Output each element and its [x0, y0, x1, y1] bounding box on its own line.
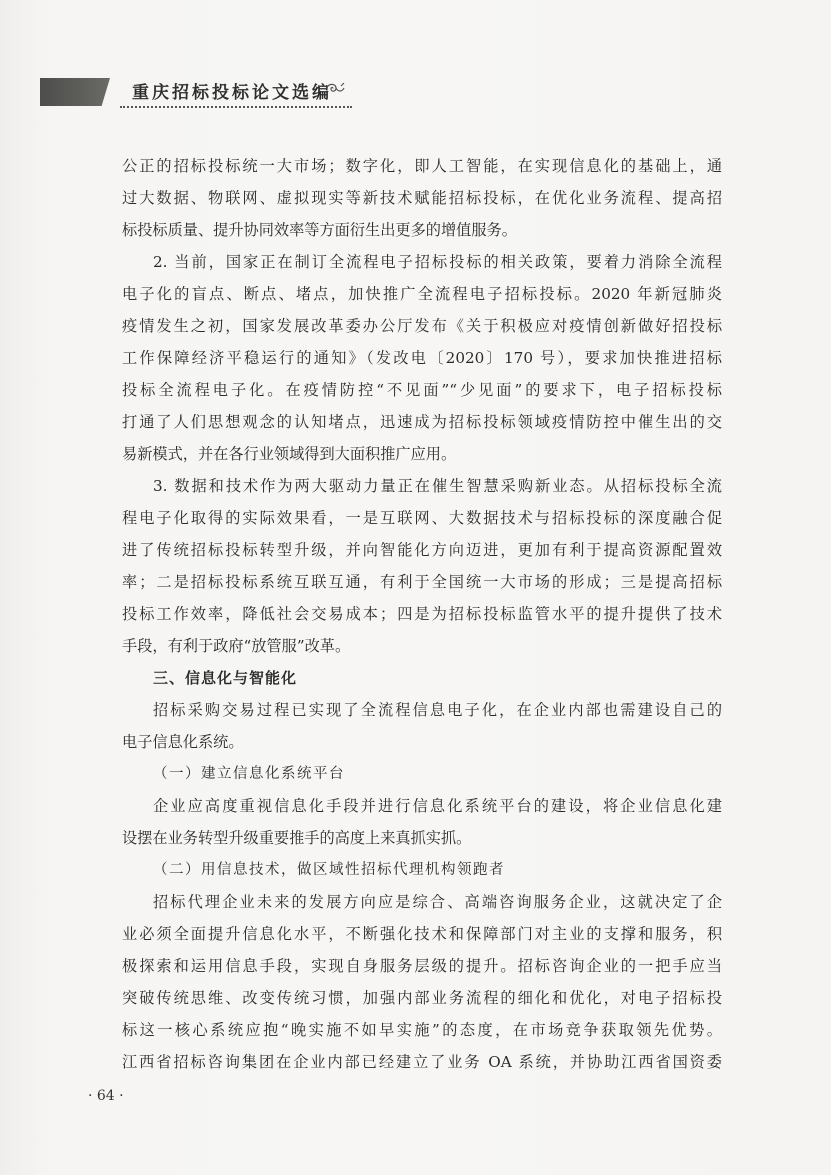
body-text: [122, 150, 722, 1078]
header-dotted-rule: [120, 106, 352, 108]
subsection-heading: [122, 758, 722, 790]
text-line: （二）用信息技术，做区域性招标代理机构领跑者: [153, 862, 505, 878]
text-line: 业必须全面提升信息化水平，不断强化技术和保障部门对主业的支撑和服务，积: [122, 925, 722, 943]
text-line: 疫情发生之初，国家发展改革委办公厅发布《关于积极应对疫情创新做好招投标: [122, 317, 722, 335]
paragraph: [122, 470, 722, 662]
text-line: 投标工作效率，降低社会交易成本；四是为招标投标监管水平的提升提供了技术: [122, 605, 722, 623]
text-line: 2. 当前，国家正在制订全流程电子招标投标的相关政策，要着力消除全流程: [153, 253, 722, 271]
page-number: · 64 ·: [88, 1088, 124, 1104]
text-line: 三、信息化与智能化: [153, 669, 298, 687]
paragraph: [122, 790, 722, 854]
text-line: 手段，有利于政府“放管服”改革。: [122, 637, 351, 655]
text-line: 江西省招标咨询集团在企业内部已经建立了业务 OA 系统，并协助江西省国资委: [122, 1053, 722, 1071]
text-line: 招标采购交易过程已实现了全流程信息电子化，在企业内部也需建设自己的: [153, 701, 722, 719]
text-line: 工作保障经济平稳运行的通知》（发改电〔2020〕170 号），要求加快推进招标: [122, 349, 722, 367]
text-line: 电子化的盲点、断点、堵点，加快推广全流程电子招标投标。2020 年新冠肺炎: [122, 285, 722, 303]
text-line: 易新模式，并在各行业领域得到大面积推广应用。: [122, 445, 457, 463]
header-title: 重庆招标投标论文选编: [132, 83, 332, 103]
text-line: 标这一核心系统应抱“晚实施不如早实施”的态度，在市场竞争获取领先优势。: [122, 1021, 722, 1039]
text-line: 3. 数据和技术作为两大驱动力量正在催生智慧采购新业态。从招标投标全流: [153, 477, 722, 495]
text-line: 程电子化取得的实际效果看，一是互联网、大数据技术与招标投标的深度融合促: [122, 509, 722, 527]
text-line: 率；二是招标投标系统互联互通，有利于全国统一大市场的形成；三是提高招标: [122, 573, 722, 591]
paragraph: [122, 886, 722, 1078]
text-line: 公正的招标投标统一大市场；数字化，即人工智能，在实现信息化的基础上，通: [122, 157, 722, 175]
text-line: 电子信息化系统。: [122, 733, 244, 751]
text-line: 投标全流程电子化。在疫情防控“不见面”“少见面”的要求下，电子招标投标: [122, 381, 722, 399]
text-line: 招标代理企业未来的发展方向应是综合、高端咨询服务企业，这就决定了企: [153, 893, 722, 911]
paragraph: [122, 694, 722, 758]
text-line: 过大数据、物联网、虚拟现实等新技术赋能招标投标，在优化业务流程、提高招: [122, 189, 722, 207]
text-line: 打通了人们思想观念的认知堵点，迅速成为招标投标领域疫情防控中催生出的交: [122, 413, 722, 431]
text-line: 极探索和运用信息手段，实现自身服务层级的提升。招标咨询企业的一把手应当: [122, 957, 722, 975]
paragraph: [122, 246, 722, 470]
text-line: 设摆在业务转型升级重要推手的高度上来真抓实抓。: [122, 829, 472, 847]
header-decorative-band: [40, 78, 110, 106]
text-line: （一）建立信息化系统平台: [153, 766, 345, 782]
text-line: 突破传统思维、改变传统习惯，加强内部业务流程的细化和优化，对电子招标投: [122, 989, 722, 1007]
text-line: 企业应高度重视信息化手段并进行信息化系统平台的建设，将企业信息化建: [153, 797, 722, 815]
text-line: 标投标质量、提升协同效率等方面衍生出更多的增值服务。: [122, 221, 517, 239]
swirl-ornament-icon: [324, 80, 346, 98]
subsection-heading: [122, 854, 722, 886]
section-heading: [122, 662, 722, 694]
running-header: [0, 72, 600, 112]
text-line: 进了传统招标投标转型升级，并向智能化方向迈进，更加有利于提高资源配置效: [122, 541, 722, 559]
paragraph: [122, 150, 722, 246]
